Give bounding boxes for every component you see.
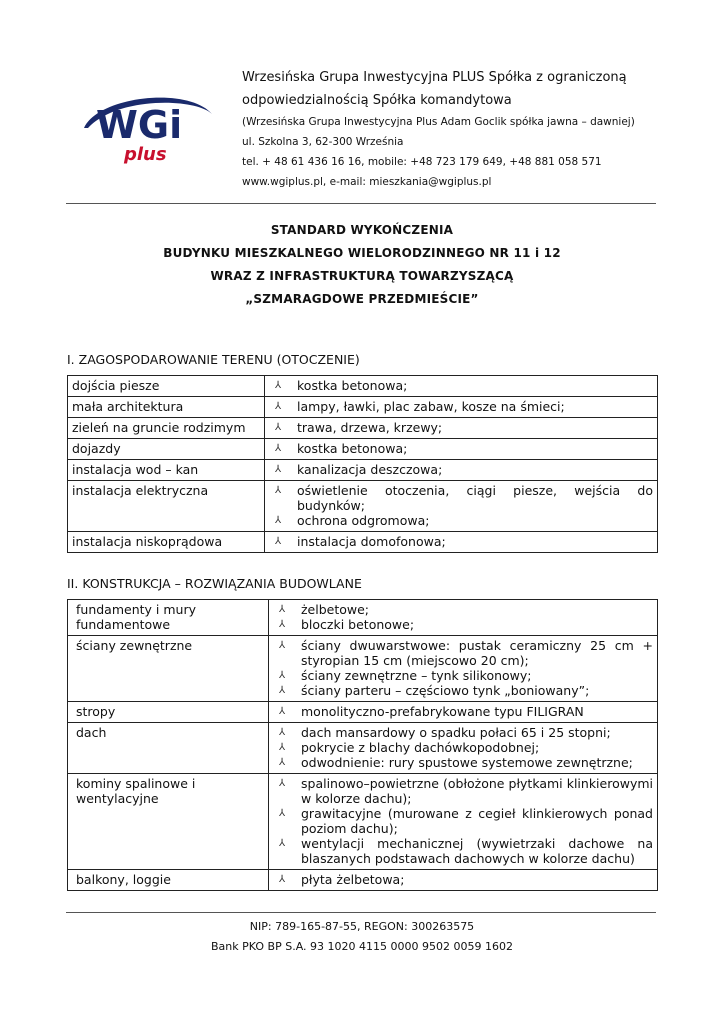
row-label: kominy spalinowe i wentylacyjne [68, 774, 269, 870]
title-line-3: WRAZ Z INFRASTRUKTURĄ TOWARZYSZĄCĄ [210, 269, 514, 283]
company-name-line1: Wrzesińska Grupa Inwestycyjna PLUS Spółka z ograniczoną [242, 70, 627, 85]
bullet-icon: ⅄ [275, 515, 282, 526]
row-label: zieleń na gruncie rodzimym [68, 418, 265, 439]
list-item: ⅄ płyta żelbetowa; [279, 872, 405, 887]
list-item: ⅄ ściany dwuwarstwowe: pustak ceramiczny 25 cm + styropian 15 cm (miejscowo 20 cm); [279, 638, 653, 668]
table-row [68, 600, 658, 636]
row-label: instalacja wod – kan [68, 460, 265, 481]
company-web-email: www.wgiplus.pl, e-mail: mieszkania@wgiplus.pl [242, 176, 492, 188]
table-row [68, 774, 658, 870]
header-divider [66, 203, 656, 204]
row-label: stropy [68, 702, 269, 723]
footer-divider [66, 912, 656, 913]
table-row [68, 702, 658, 723]
company-info [242, 66, 682, 192]
footer-tax-ids: NIP: 789-165-87-55, REGON: 300263575 [249, 920, 475, 933]
document-title [66, 219, 658, 311]
section-1-heading: I. ZAGOSPODAROWANIE TERENU (OTOCZENIE) [67, 352, 360, 367]
bullet-icon: ⅄ [279, 727, 286, 738]
bullet-icon: ⅄ [275, 401, 282, 412]
table-row [68, 460, 658, 481]
row-label: ściany zewnętrzne [68, 636, 269, 702]
bullet-icon: ⅄ [279, 619, 286, 630]
company-phones: tel. + 48 61 436 16 16, mobile: +48 723 179 649, +48 881 058 571 [242, 156, 602, 168]
bullet-icon: ⅄ [279, 874, 286, 885]
row-label: balkony, loggie [68, 870, 269, 891]
company-name-line2: odpowiedzialnością Spółka komandytowa [242, 93, 512, 108]
list-item: ⅄ spalinowo–powietrzne (obłożone płytkami klinkierowymi w kolorze dachu); [279, 776, 653, 806]
bullet-icon: ⅄ [279, 604, 286, 615]
list-item: ⅄ dach mansardowy o spadku połaci 65 i 25 stopni; [279, 725, 611, 740]
company-address: ul. Szkolna 3, 62-300 Września [242, 136, 404, 148]
table-row [68, 397, 658, 418]
list-item: ⅄ ściany zewnętrzne – tynk silikonowy; [279, 668, 532, 683]
bullet-icon: ⅄ [279, 742, 286, 753]
table-row [68, 376, 658, 397]
list-item: ⅄ trawa, drzewa, krzewy; [275, 420, 443, 435]
row-label: instalacja niskoprądowa [68, 532, 265, 553]
bullet-icon: ⅄ [275, 380, 282, 391]
footer-bank-account: Bank PKO BP S.A. 93 1020 4115 0000 9502 0059 1602 [211, 940, 513, 953]
bullet-icon: ⅄ [279, 685, 286, 696]
table-row [68, 636, 658, 702]
section-1-table [67, 375, 658, 553]
table-row [68, 481, 658, 532]
row-label: fundamenty i mury fundamentowe [68, 600, 269, 636]
row-label: dach [68, 723, 269, 774]
bullet-icon: ⅄ [279, 640, 286, 651]
list-item: ⅄ odwodnienie: rury spustowe systemowe zewnętrzne; [279, 755, 633, 770]
list-item: ⅄ ochrona odgromowa; [275, 513, 430, 528]
bullet-icon: ⅄ [279, 838, 286, 849]
list-item: ⅄ wentylacji mechanicznej (wywietrzaki dachowe na blaszanych podstawach dachowych w kolorze dachu) [279, 836, 653, 866]
row-label: instalacja elektryczna [68, 481, 265, 532]
list-item: ⅄ bloczki betonowe; [279, 617, 415, 632]
list-item: ⅄ grawitacyjne (murowane z cegieł klinkierowych ponad poziom dachu); [279, 806, 653, 836]
row-label: dojścia piesze [68, 376, 265, 397]
bullet-icon: ⅄ [279, 778, 286, 789]
logo-main-text: WGi [96, 103, 183, 147]
table-row [68, 532, 658, 553]
company-logo [78, 88, 218, 168]
table-row [68, 870, 658, 891]
bullet-icon: ⅄ [279, 757, 286, 768]
section-2-heading: II. KONSTRUKCJA – ROZWIĄZANIA BUDOWLANE [67, 576, 362, 591]
list-item: ⅄ żelbetowe; [279, 602, 370, 617]
list-item: ⅄ lampy, ławki, plac zabaw, kosze na śmieci; [275, 399, 565, 414]
title-line-1: STANDARD WYKOŃCZENIA [270, 223, 454, 237]
bullet-icon: ⅄ [279, 706, 286, 717]
bullet-icon: ⅄ [275, 422, 282, 433]
list-item: ⅄ kostka betonowa; [275, 378, 408, 393]
list-item: ⅄ monolityczno-prefabrykowane typu FILIGRAN [279, 704, 584, 719]
bullet-icon: ⅄ [279, 670, 286, 681]
bullet-icon: ⅄ [275, 536, 282, 547]
bullet-icon: ⅄ [275, 443, 282, 454]
title-line-2: BUDYNKU MIESZKALNEGO WIELORODZINNEGO NR 11 i 12 [163, 246, 561, 260]
list-item: ⅄ kostka betonowa; [275, 441, 408, 456]
list-item: ⅄ ściany parteru – częściowo tynk „boniowany”; [279, 683, 590, 698]
list-item: ⅄ oświetlenie otoczenia, ciągi piesze, wejścia do budynków; [275, 483, 653, 513]
list-item: ⅄ instalacja domofonowa; [275, 534, 446, 549]
section-2-table [67, 599, 658, 891]
company-former-name: (Wrzesińska Grupa Inwestycyjna Plus Adam Goclik spółka jawna – dawniej) [242, 116, 635, 128]
row-label: dojazdy [68, 439, 265, 460]
title-line-4: „SZMARAGDOWE PRZEDMIEŚCIE” [245, 292, 479, 306]
table-row [68, 723, 658, 774]
bullet-icon: ⅄ [275, 464, 282, 475]
list-item: ⅄ kanalizacja deszczowa; [275, 462, 443, 477]
list-item: ⅄ pokrycie z blachy dachówkopodobnej; [279, 740, 540, 755]
table-row [68, 418, 658, 439]
row-label: mała architektura [68, 397, 265, 418]
table-row [68, 439, 658, 460]
bullet-icon: ⅄ [275, 485, 282, 496]
bullet-icon: ⅄ [279, 808, 286, 819]
logo-sub-text: plus [124, 144, 167, 165]
